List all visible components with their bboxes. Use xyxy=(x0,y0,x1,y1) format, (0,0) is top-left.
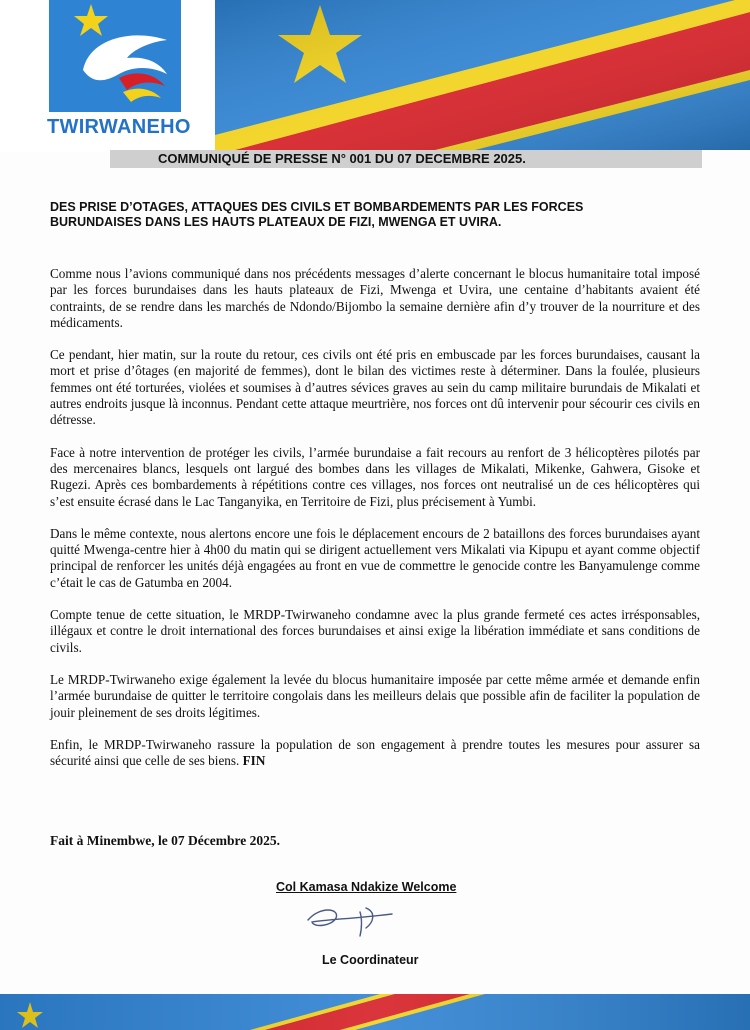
logo xyxy=(47,0,195,152)
press-release-title: COMMUNIQUÉ DE PRESSE N° 001 DU 07 DECEMBRE 2025. xyxy=(158,151,526,166)
paragraph: Comme nous l’avions communiqué dans nos précédents messages d’alerte concernant le blocus humanitaire total imposé par les forces burundaises dans les hauts plateaux de Fizi, Mwenga et Uvira, une centaine d’habitants avaient été contraints, de se rendre dans les marchés de Ndondo/Bijombo la semaine dernière afin d’y trouver de la nourriture et des médicaments. xyxy=(50,266,700,330)
place-date: Fait à Minembwe, le 07 Décembre 2025. xyxy=(50,833,280,848)
drc-flag-image xyxy=(215,0,750,150)
signer-role: Le Coordinateur xyxy=(322,953,419,967)
headline xyxy=(50,200,690,230)
eagle-head-icon xyxy=(83,35,167,80)
fin-marker: FIN xyxy=(242,753,266,769)
paragraph-last xyxy=(50,737,700,770)
paragraph: Le MRDP-Twirwaneho exige également la levée du blocus humanitaire imposée par cette même armée et demande enfin l’armée burundaise de quitter le territoire congolais dans les meilleurs delais que possible afin de faciliter la population de jouir pleinement de ses droits légitimes. xyxy=(50,671,700,720)
logo-wordmark: TWIRWANEHO xyxy=(47,116,191,138)
headline-line: DES PRISE D’OTAGES, ATTAQUES DES CIVILS ET BOMBARDEMENTS PAR LES FORCES xyxy=(50,200,584,214)
paragraph: Face à notre intervention de protéger les civils, l’armée burundaise a fait recours au renfort de 3 hélicoptères pilotés par des mercenaires blancs, lesquels ont largué des bombes dans les villages de Mikalati, Mikenke, Gahwera, Gisoke et Rugezi. Après ces bombardements à répétitions contre ces villages, nos forces ont neutralisé un de ces hélicoptères qui s’est ensuite écrasé dans le Lac Tanganyika, en Territoire de Fizi, plus précisement à Yumbi. xyxy=(50,444,700,509)
drc-flag-footer-image xyxy=(0,994,750,1030)
logo-emblem xyxy=(49,0,181,112)
paragraph: Compte tenue de cette situation, le MRDP-Twirwaneho condamne avec la plus grande fermeté ces actes irrésponsables, illégaux et contre le droit international des forces burundaises et ainsi exige la libération immédiate et sans conditions de civils. xyxy=(50,607,700,655)
headline-line: BURUNDAISES DANS LES HAUTS PLATEAUX DE FIZI, MWENGA ET UVIRA. xyxy=(50,215,502,229)
paragraph-text: Enfin, le MRDP-Twirwaneho rassure la population de son engagement à prendre toutes les mesures pour assurer sa sécurité ainsi que celle de ses biens. xyxy=(50,736,700,769)
paragraph: Dans le même contexte, nous alertons encore une fois le déplacement encours de 2 bataillons des forces burundaises ayant quitté Mwenga-centre hier à 4h00 du matin qui se dirigent actuellement vers Mikalati via Kipupu et ayant comme objectif principal de renforcer les unités déjà engagées au front en vue de commettre le genocide contre les Banyamulenge comme c’était le cas de Gatumba en 2004. xyxy=(50,525,700,590)
signature-image xyxy=(300,898,420,940)
signer-name: Col Kamasa Ndakize Welcome xyxy=(276,880,457,894)
header-banner xyxy=(0,0,750,152)
paragraph: Ce pendant, hier matin, sur la route du retour, ces civils ont été pris en embuscade par les forces burundaises, causant la mort et prise d’ôtages (en majorité de femmes), dont le bilan des victimes reste à déterminer. Dans la foulée, plusieurs femmes ont été torturées, violées et soumises à d’autres sévices graves au sein du camp militaire burundais de Mikalati et autres endroits jusque là inconnus. Pendant cette attaque meurtrière, nos forces ont dû intervenir pour sécourir ces civils en détresse. xyxy=(50,347,700,428)
star-icon xyxy=(74,4,108,36)
body-text xyxy=(50,266,700,785)
